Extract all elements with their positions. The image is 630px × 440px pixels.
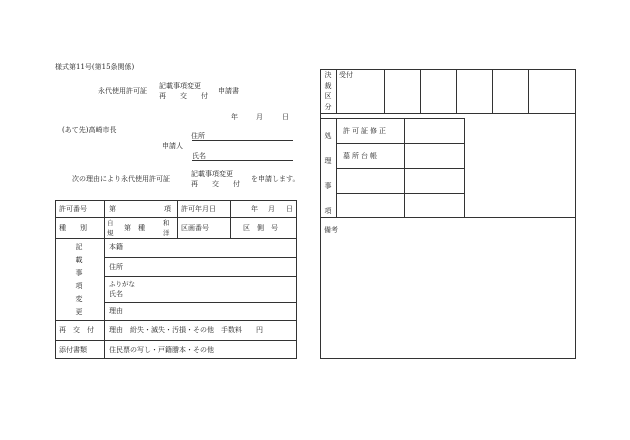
address-label: 住所 xyxy=(191,132,205,140)
permit-date-label: 許可年月日 xyxy=(181,205,216,213)
title-change: 記載事項変更 xyxy=(159,82,201,90)
type-western: 洋 xyxy=(163,229,170,237)
name-label: 氏名 xyxy=(192,152,206,160)
table-name-label: 氏名 xyxy=(109,290,123,298)
permit-date-month: 月 xyxy=(268,205,275,213)
type-own: 自 xyxy=(107,219,114,227)
decision-label: 決裁区分 xyxy=(324,71,332,111)
name-line xyxy=(192,160,293,161)
processing-label: 処理事項 xyxy=(324,132,332,215)
permit-number-unit: 項 xyxy=(164,205,171,213)
date-month: 月 xyxy=(256,113,263,121)
applicant-label: 申請人 xyxy=(162,142,183,150)
attach-label: 添付書類 xyxy=(59,346,87,354)
reason-prefix: 次の理由により永代使用許可証 xyxy=(72,175,170,183)
change-label: 記載事項変更 xyxy=(75,243,83,316)
permit-number-value: 第 xyxy=(109,205,116,213)
type-rule: 規 xyxy=(107,229,114,237)
processing-item-ledger: 墓所台帳 xyxy=(343,152,379,160)
address-line xyxy=(192,140,293,141)
addressee: (あて先)高崎市長 xyxy=(62,126,117,134)
permit-date-year: 年 xyxy=(251,205,258,213)
form-number: 様式第11号(第15条関係) xyxy=(55,63,135,71)
type-label: 種 別 xyxy=(59,224,87,232)
remarks-label: 備考 xyxy=(324,226,338,234)
title-reissue: 再 交 付 xyxy=(159,92,208,100)
permit-number-label: 許可番号 xyxy=(59,205,87,213)
reissue-label: 再 交 付 xyxy=(59,326,94,334)
permit-date-day: 日 xyxy=(286,205,293,213)
lot-value: 区 側 号 xyxy=(243,224,278,232)
domicile-label: 本籍 xyxy=(109,243,123,251)
table-address-label: 住所 xyxy=(109,263,123,271)
furigana-label: ふりがな xyxy=(109,280,135,288)
title-suffix: 申請書 xyxy=(218,87,239,95)
change-reason-label: 理由 xyxy=(109,307,123,315)
type-kind: 第 種 xyxy=(124,224,145,232)
attach-value: 住民票の写し・戸籍謄本・その他 xyxy=(109,346,214,354)
type-japanese: 和 xyxy=(163,219,170,227)
reason-reissue: 再 交 付 xyxy=(191,180,240,188)
date-day: 日 xyxy=(282,113,289,121)
lot-label: 区画番号 xyxy=(181,224,209,232)
title-permit: 永代使用許可証 xyxy=(98,87,147,95)
decision-first: 受付 xyxy=(339,71,353,79)
processing-item-permit: 許可証修正 xyxy=(343,127,388,135)
date-year: 年 xyxy=(231,113,238,121)
reason-change: 記載事項変更 xyxy=(191,170,233,178)
reissue-reason: 理由 紛失・滅失・汚損・その他 手数料 円 xyxy=(109,326,263,334)
reason-suffix: を申請します。 xyxy=(251,175,300,183)
